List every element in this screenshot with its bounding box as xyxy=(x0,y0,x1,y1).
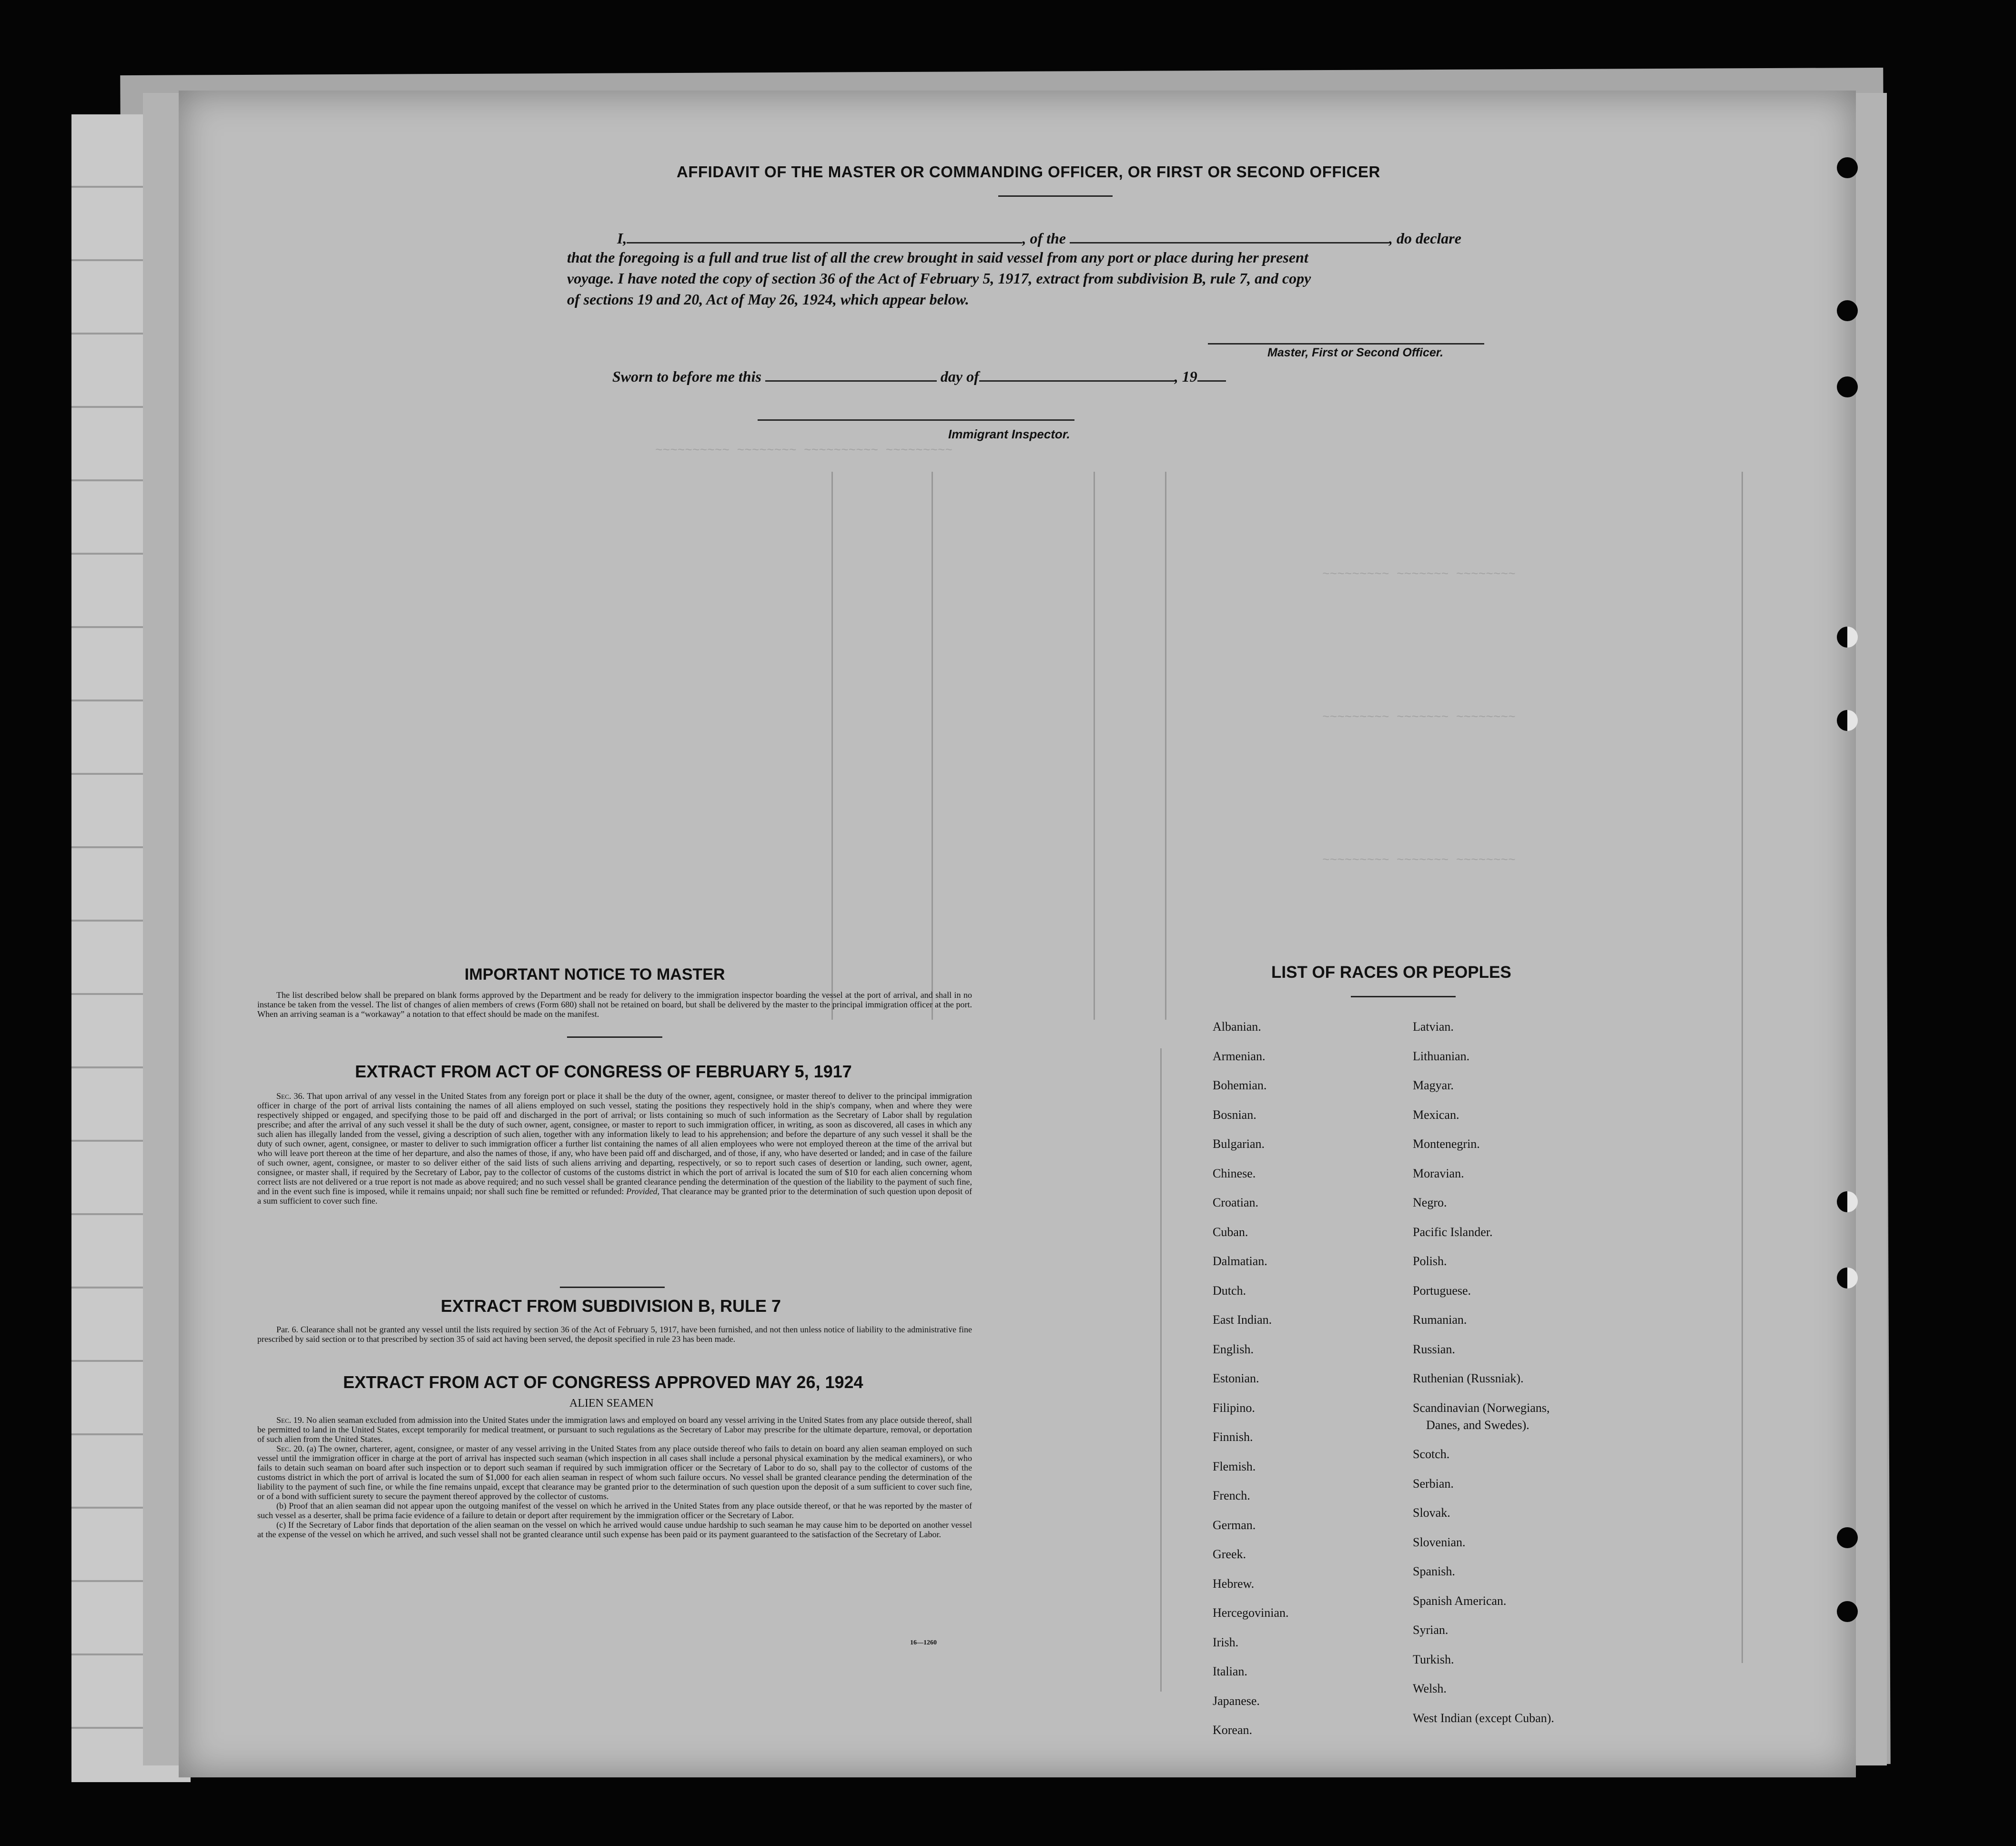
race-item: Polish. xyxy=(1413,1254,1447,1268)
extract-1917-body xyxy=(257,1091,972,1206)
sec-20a-paragraph xyxy=(257,1444,972,1501)
sec-20a-text: (a) The owner, charterer, agent, consignee, or master of any vessel arriving in the United States from any place outside thereof who fails to detain on board any alien seaman employed on such vessel until the immigration officer in charge at the port of arrival has inspected such seaman (which inspection in all cases shall include a personal physical examination by the medical examiners), or who fails to detain such seaman on board after such inspection or to deport such seaman if required by such immigration officer or the Secretary of Labor to do so, shall pay to the collector of customs of the customs district in which the port of arrival is located the sum of $1,000 for each alien seaman in respect of whom such failure occurs. No vessel shall be granted clearance pending the determination of the liability to the payment of such fine, or while the fine remains unpaid, except that clearance may be granted prior to the determination of such question upon the deposit of a sum sufficient to cover such fine, or of a bond with sufficient surety to secure the payment thereof approved by the collector of customs. xyxy=(257,1444,973,1501)
notice-body: The list described below shall be prepared on blank forms approved by the Department and be ready for delivery to the immigration inspector boarding the vessel at the port of arrival, and shall in no instance be taken from the vessel. The list of changes of alien members of crews (Form 680) shall not be retained on board, but shall be delivered by the master to the principal immigration officer at the port. When an arriving seaman is a “workaway” a notation to that effect should be made on the manifest. xyxy=(257,990,972,1019)
race-item: Cuban. xyxy=(1213,1225,1248,1239)
notice-body-block xyxy=(257,990,972,1019)
binder-hole xyxy=(1837,157,1858,178)
binder-hole xyxy=(1837,300,1858,321)
race-item: Dalmatian. xyxy=(1213,1254,1267,1268)
sec-19-text: No alien seaman excluded from admission into the United States under the immigration laws and employed on board any vessel arriving in the United States from any place outside thereof, shall be permitted to land in the United States, except temporarily for medical treatment, or pursuant to such regulations as the Secretary of Labor may prescribe for the ultimate departure, removal, or deportation of such alien from the United States. xyxy=(257,1415,973,1444)
race-item: Latvian. xyxy=(1413,1020,1454,1034)
sworn-date-blank[interactable] xyxy=(765,366,937,382)
binder-hole xyxy=(1837,376,1858,397)
race-item: West Indian (except Cuban). xyxy=(1413,1711,1554,1725)
race-item: Lithuanian. xyxy=(1413,1049,1470,1063)
race-item: Russian. xyxy=(1413,1342,1455,1356)
extract-1924-subtitle: ALIEN SEAMEN xyxy=(569,1397,654,1410)
bleed-through-text: ~~~~~~~~~ ~~~~~~~ ~~~~~~~~ xyxy=(1322,567,1516,581)
races-title: LIST OF RACES OR PEOPLES xyxy=(1271,963,1511,982)
race-item: Estonian. xyxy=(1213,1371,1259,1385)
race-item: Korean. xyxy=(1213,1723,1253,1737)
sworn-year-blank[interactable] xyxy=(1197,366,1226,382)
race-item: Finnish. xyxy=(1213,1430,1253,1444)
race-item: Hercegovinian. xyxy=(1213,1606,1289,1620)
bleed-through-line xyxy=(1160,1048,1162,1692)
proviso-text: That clearance may be granted prior to the determination of such question upon deposit of a sum sufficient to cover such fine. xyxy=(257,1187,972,1206)
extract-1924-block xyxy=(257,1415,972,1539)
sec-36-text: That upon arrival of any vessel in the United States from any foreign port or place it shall be the duty of the owner, agent, consignee, or master thereof to deliver to the principal immigration officer in charge of the port of arrival lists containing the names of all aliens employed on such vessel, stating the positions they respectively hold in the ship's company, when and where they were respectively shipped or engaged, and specifying those to be paid off and discharged in the port of arrival; or lists containing so much of such information as the Secretary of Labor shall by regulation prescribe; and after the arrival of any such vessel it shall be the duty of such owner, agent, consignee, or master to report to such immigration officer, in writing, as soon as discovered, all cases in which any such alien has illegally landed from the vessel, giving a description of such alien, together with any information likely to lead to his apprehension; and before the departure of any such vessel it shall be the duty of such owner, agent, consignee, or master to deliver to such immigration officer a further list containing the names of all alien employees who were not employed thereon at the time of the arrival but who will leave port thereon at the time of her departure, and also the names of those, if any, who have been paid off and discharged, and of those, if any, who have deserted or landed; and in case of the failure of such owner, agent, consignee, or master to so deliver either of the said lists of such aliens arriving and departing, respectively, or so to report such cases of desertion or landing, such owner, agent, consignee, or master shall, if required by the Secretary of Labor, pay to the collector of customs of the customs district in which the port of arrival is located the sum of $10 for each alien concerning whom correct lists are not delivered or a true report is not made as above required; and no such vessel shall be granted clearance pending the determination of the question of the liability to the payment of such fine, and in the event such fine is imposed, while it remains unpaid; nor shall such fine be remitted or refunded: xyxy=(257,1091,973,1196)
race-item: Mexican. xyxy=(1413,1107,1459,1122)
race-item: Chinese. xyxy=(1213,1166,1256,1180)
race-item: Armenian. xyxy=(1213,1049,1266,1063)
race-item: German. xyxy=(1213,1518,1256,1532)
proviso-label: Provided, xyxy=(626,1187,660,1196)
race-item: Japanese. xyxy=(1213,1694,1260,1708)
race-item: Negro. xyxy=(1413,1196,1447,1209)
race-item: Ruthenian (Russniak). xyxy=(1413,1371,1524,1385)
race-item: Italian. xyxy=(1213,1664,1247,1678)
bleed-through-line xyxy=(1742,472,1743,1663)
race-item: Filipino. xyxy=(1213,1400,1255,1415)
race-item: English. xyxy=(1213,1342,1254,1356)
bleed-through-line xyxy=(1165,472,1166,1020)
race-item: Spanish American. xyxy=(1413,1593,1507,1608)
sec-20c-paragraph: (c) If the Secretary of Labor finds that deportation of the alien seaman on the vessel on which he arrived would cause undue hardship to such seaman he may cause him to be deported on another vessel at the expense of the vessel on which he arrived, and such vessel shall not be granted clearance until such expense has been paid or its payment guaranteed to the satisfaction of the Secretary of Labor. xyxy=(257,1520,972,1539)
section-divider xyxy=(567,1036,662,1038)
bleed-through-line xyxy=(1094,472,1095,1020)
declaration-line-2: that the foregoing is a full and true list of all the crew brought in said vessel from any port or place during her present xyxy=(567,249,1308,266)
races-divider xyxy=(1351,996,1456,997)
vessel-name-blank[interactable] xyxy=(1070,228,1389,243)
extract-rule7-body: Par. 6. Clearance shall not be granted any vessel until the lists required by section 36 of the Act of February 5, 1917, have been furnished, and not then unless notice of liability to the administrative fine prescribed by said section or to that prescribed by section 35 of said act having been served, the deposit specified in rule 23 has been made. xyxy=(257,1325,972,1344)
bleed-through-line xyxy=(932,472,933,1020)
extract-1917-block xyxy=(257,1091,972,1206)
race-item: Bulgarian. xyxy=(1213,1137,1265,1151)
race-item: Bosnian. xyxy=(1213,1107,1256,1122)
race-item: Slovak. xyxy=(1413,1506,1450,1520)
signature-label: Master, First or Second Officer. xyxy=(1267,346,1444,359)
affidavit-title: AFFIDAVIT OF THE MASTER OR COMMANDING OFFICER, OR FIRST OR SECOND OFFICER xyxy=(677,163,1380,181)
race-item: Irish. xyxy=(1213,1635,1239,1649)
race-item: Serbian. xyxy=(1413,1476,1454,1491)
of-the-label: , of the xyxy=(1022,230,1066,247)
race-item: Portuguese. xyxy=(1413,1283,1471,1298)
sworn-month-blank[interactable] xyxy=(979,366,1175,382)
section-divider xyxy=(560,1287,665,1288)
binder-hole xyxy=(1837,1601,1858,1622)
race-item: Dutch. xyxy=(1213,1283,1246,1298)
race-item: East Indian. xyxy=(1213,1313,1272,1327)
title-divider xyxy=(998,195,1113,197)
race-item: Magyar. xyxy=(1413,1078,1454,1092)
race-item: Rumanian. xyxy=(1413,1313,1467,1327)
sec-36-label: Sec. 36. xyxy=(276,1091,305,1101)
race-item: Hebrew. xyxy=(1213,1576,1255,1591)
bleed-through-text: ~~~~~~~~~ ~~~~~~~ ~~~~~~~~ xyxy=(1322,853,1516,867)
binder-hole xyxy=(1837,710,1858,731)
inspector-label: Immigrant Inspector. xyxy=(948,427,1070,441)
sec-20b-paragraph: (b) Proof that an alien seaman did not appear upon the outgoing manifest of the vessel on which he arrived in the United States from any place outside thereof, or that he was reported by the master of such vessel as a deserter, shall be prima facie evidence of a failure to detain or deport after requirement by the immigration officer or the Secretary of Labor. xyxy=(257,1501,972,1520)
declaration-line-4: of sections 19 and 20, Act of May 26, 1924, which appear below. xyxy=(567,291,969,308)
race-item: French. xyxy=(1213,1489,1250,1502)
extract-rule7-title: EXTRACT FROM SUBDIVISION B, RULE 7 xyxy=(441,1296,781,1316)
sworn-prefix: Sworn to before me this xyxy=(612,368,761,385)
do-declare-label: , do declare xyxy=(1389,230,1461,247)
inspector-signature-line[interactable] xyxy=(758,419,1074,421)
bleed-through-text: ~~~~~~~~~ ~~~~~~~ ~~~~~~~~ xyxy=(1322,710,1516,724)
race-item: Welsh. xyxy=(1413,1682,1447,1695)
sec-19-label: Sec. 19. xyxy=(276,1415,304,1425)
declaration-line-3: voyage. I have noted the copy of section 36 of the Act of February 5, 1917, extract from subdivision B, rule 7, and copy xyxy=(567,270,1311,287)
binder-hole xyxy=(1837,1268,1858,1288)
day-of-label: day of xyxy=(940,368,979,385)
race-item: Syrian. xyxy=(1413,1623,1449,1637)
bleed-through-line xyxy=(831,472,833,1020)
sec-19-paragraph xyxy=(257,1415,972,1444)
race-item: Croatian. xyxy=(1213,1196,1259,1209)
binder-hole xyxy=(1837,1191,1858,1212)
race-item: Montenegrin. xyxy=(1413,1137,1480,1151)
binder-hole xyxy=(1837,627,1858,648)
race-item: Scandinavian (Norwegians, xyxy=(1413,1400,1550,1415)
form-code: 16—1260 xyxy=(910,1639,937,1646)
bleed-through-text: ~~~~~~~~~~ ~~~~~~~~ ~~~~~~~~~~ ~~~~~~~~~ xyxy=(655,443,953,457)
year-prefix: , 19 xyxy=(1174,368,1197,385)
race-item: Flemish. xyxy=(1213,1459,1256,1473)
race-item: Bohemian. xyxy=(1213,1078,1267,1092)
race-item: Turkish. xyxy=(1413,1652,1454,1666)
sec-20-label: Sec. 20. xyxy=(276,1444,304,1453)
race-item: Pacific Islander. xyxy=(1413,1225,1493,1239)
declarant-name-blank[interactable] xyxy=(627,228,1022,243)
race-item: Spanish. xyxy=(1413,1564,1455,1578)
race-item: Danes, and Swedes). xyxy=(1426,1418,1530,1432)
race-item: Albanian. xyxy=(1213,1020,1261,1034)
extract-1917-title: EXTRACT FROM ACT OF CONGRESS OF FEBRUARY 5, 1917 xyxy=(355,1062,852,1081)
binder-hole xyxy=(1837,1527,1858,1548)
declarant-prefix: I, xyxy=(617,230,627,247)
declaration-line-1 xyxy=(617,228,1461,247)
race-item: Slovenian. xyxy=(1413,1535,1466,1549)
race-item: Greek. xyxy=(1213,1547,1246,1561)
race-item: Scotch. xyxy=(1413,1447,1450,1461)
sworn-line xyxy=(612,366,1226,385)
document-page xyxy=(179,91,1856,1777)
extract-rule7-block xyxy=(257,1325,972,1344)
race-item: Moravian. xyxy=(1413,1166,1464,1180)
extract-1924-title: EXTRACT FROM ACT OF CONGRESS APPROVED MAY 26, 1924 xyxy=(343,1372,863,1392)
notice-title: IMPORTANT NOTICE TO MASTER xyxy=(465,965,725,984)
signature-line[interactable] xyxy=(1208,343,1484,345)
